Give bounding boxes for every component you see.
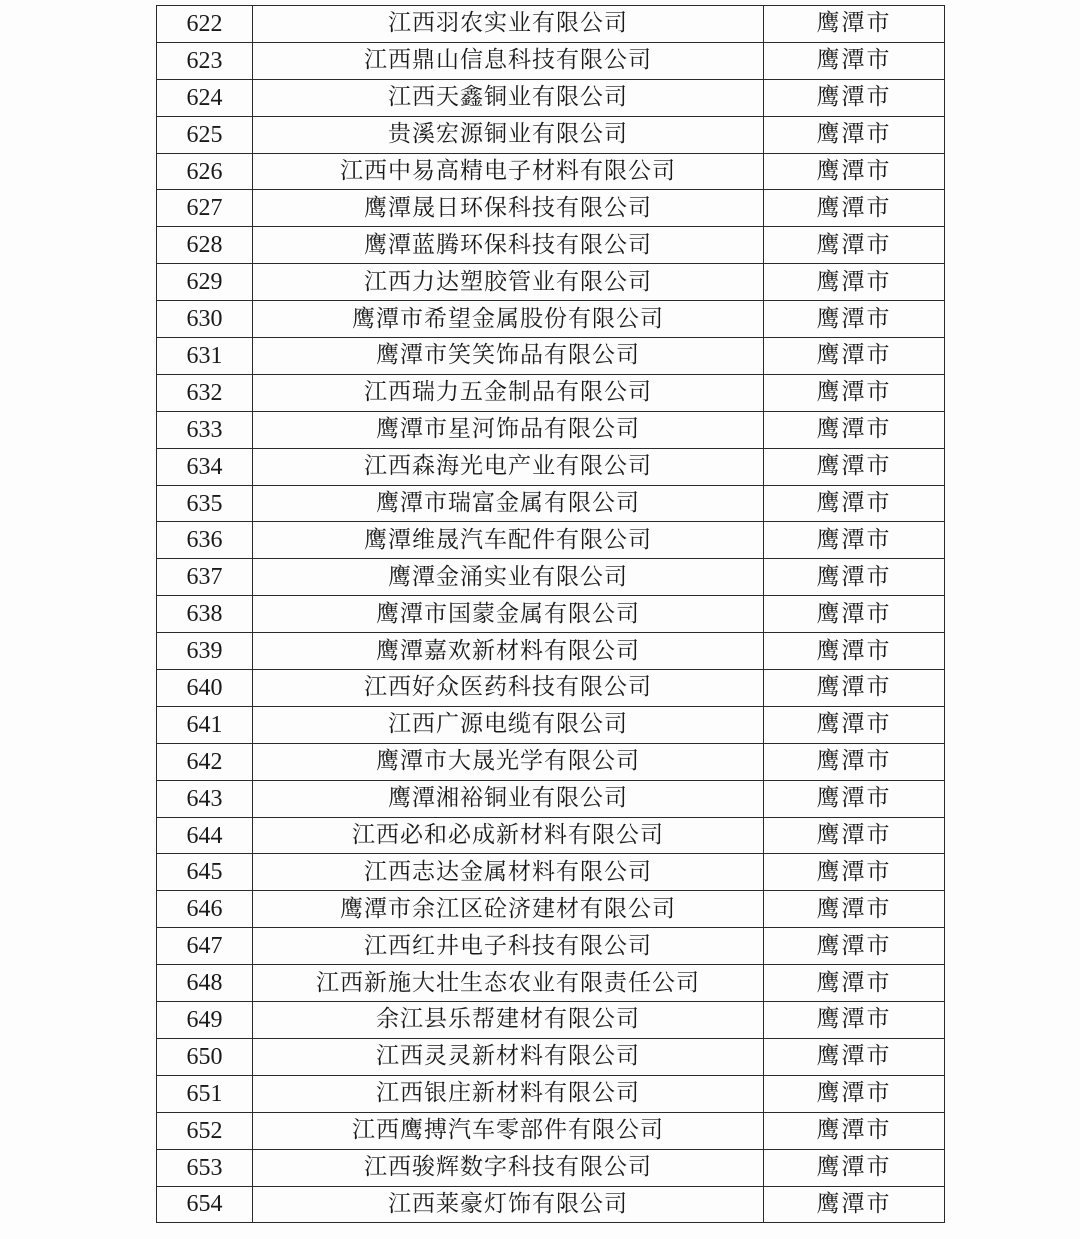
company-name: 余江县乐帮建材有限公司 — [253, 1002, 764, 1039]
table-row — [157, 670, 945, 707]
table-row — [157, 485, 945, 522]
table-row — [157, 780, 945, 817]
city-name: 鹰潭市 — [764, 116, 945, 153]
company-name: 江西中易高精电子材料有限公司 — [253, 153, 764, 190]
row-number: 643 — [157, 780, 253, 817]
table-row — [157, 854, 945, 891]
row-number: 641 — [157, 706, 253, 743]
table-row — [157, 1038, 945, 1075]
row-number: 632 — [157, 374, 253, 411]
table-row — [157, 301, 945, 338]
table-row — [157, 374, 945, 411]
company-name: 鹰潭市大晟光学有限公司 — [253, 743, 764, 780]
city-name: 鹰潭市 — [764, 301, 945, 338]
city-name: 鹰潭市 — [764, 190, 945, 227]
city-name: 鹰潭市 — [764, 153, 945, 190]
city-name: 鹰潭市 — [764, 706, 945, 743]
city-name: 鹰潭市 — [764, 670, 945, 707]
table-row — [157, 1112, 945, 1149]
company-name: 江西志达金属材料有限公司 — [253, 854, 764, 891]
city-name: 鹰潭市 — [764, 891, 945, 928]
company-name: 江西银庄新材料有限公司 — [253, 1075, 764, 1112]
city-name: 鹰潭市 — [764, 485, 945, 522]
company-name: 江西红井电子科技有限公司 — [253, 928, 764, 965]
company-name: 鹰潭市余江区砼济建材有限公司 — [253, 891, 764, 928]
row-number: 631 — [157, 338, 253, 375]
city-name: 鹰潭市 — [764, 780, 945, 817]
company-name: 鹰潭蓝腾环保科技有限公司 — [253, 227, 764, 264]
city-name: 鹰潭市 — [764, 338, 945, 375]
table-row — [157, 116, 945, 153]
row-number: 636 — [157, 522, 253, 559]
table-row — [157, 42, 945, 79]
row-number: 634 — [157, 448, 253, 485]
city-name: 鹰潭市 — [764, 6, 945, 43]
company-name: 江西羽农实业有限公司 — [253, 6, 764, 43]
table-row — [157, 1186, 945, 1223]
company-name: 江西莱豪灯饰有限公司 — [253, 1186, 764, 1223]
company-name: 江西鼎山信息科技有限公司 — [253, 42, 764, 79]
company-name: 鹰潭晟日环保科技有限公司 — [253, 190, 764, 227]
company-name: 江西好众医药科技有限公司 — [253, 670, 764, 707]
row-number: 627 — [157, 190, 253, 227]
company-name: 江西力达塑胶管业有限公司 — [253, 264, 764, 301]
table-row — [157, 190, 945, 227]
company-name: 江西天鑫铜业有限公司 — [253, 79, 764, 116]
company-list-body — [157, 6, 945, 1223]
city-name: 鹰潭市 — [764, 1002, 945, 1039]
row-number: 653 — [157, 1149, 253, 1186]
city-name: 鹰潭市 — [764, 559, 945, 596]
company-list-table — [156, 5, 945, 1223]
table-row — [157, 411, 945, 448]
table-row — [157, 79, 945, 116]
row-number: 638 — [157, 596, 253, 633]
row-number: 623 — [157, 42, 253, 79]
row-number: 647 — [157, 928, 253, 965]
city-name: 鹰潭市 — [764, 1112, 945, 1149]
city-name: 鹰潭市 — [764, 448, 945, 485]
row-number: 622 — [157, 6, 253, 43]
company-name: 江西森海光电产业有限公司 — [253, 448, 764, 485]
table-row — [157, 522, 945, 559]
company-name: 江西鹰搏汽车零部件有限公司 — [253, 1112, 764, 1149]
company-name: 贵溪宏源铜业有限公司 — [253, 116, 764, 153]
row-number: 649 — [157, 1002, 253, 1039]
city-name: 鹰潭市 — [764, 1075, 945, 1112]
city-name: 鹰潭市 — [764, 743, 945, 780]
row-number: 628 — [157, 227, 253, 264]
city-name: 鹰潭市 — [764, 42, 945, 79]
row-number: 654 — [157, 1186, 253, 1223]
table-row — [157, 633, 945, 670]
company-name: 江西骏辉数字科技有限公司 — [253, 1149, 764, 1186]
company-name: 江西灵灵新材料有限公司 — [253, 1038, 764, 1075]
row-number: 640 — [157, 670, 253, 707]
table-row — [157, 448, 945, 485]
row-number: 651 — [157, 1075, 253, 1112]
city-name: 鹰潭市 — [764, 854, 945, 891]
row-number: 629 — [157, 264, 253, 301]
company-name: 鹰潭市瑞富金属有限公司 — [253, 485, 764, 522]
city-name: 鹰潭市 — [764, 817, 945, 854]
table-row — [157, 596, 945, 633]
table-row — [157, 338, 945, 375]
company-name: 鹰潭金涌实业有限公司 — [253, 559, 764, 596]
city-name: 鹰潭市 — [764, 411, 945, 448]
table-row — [157, 928, 945, 965]
table-row — [157, 1075, 945, 1112]
city-name: 鹰潭市 — [764, 928, 945, 965]
table-row — [157, 227, 945, 264]
city-name: 鹰潭市 — [764, 227, 945, 264]
city-name: 鹰潭市 — [764, 1038, 945, 1075]
company-name: 江西瑞力五金制品有限公司 — [253, 374, 764, 411]
row-number: 644 — [157, 817, 253, 854]
table-row — [157, 264, 945, 301]
city-name: 鹰潭市 — [764, 965, 945, 1002]
company-name: 鹰潭嘉欢新材料有限公司 — [253, 633, 764, 670]
row-number: 624 — [157, 79, 253, 116]
table-row — [157, 743, 945, 780]
city-name: 鹰潭市 — [764, 79, 945, 116]
city-name: 鹰潭市 — [764, 522, 945, 559]
table-row — [157, 1149, 945, 1186]
table-row — [157, 706, 945, 743]
row-number: 648 — [157, 965, 253, 1002]
city-name: 鹰潭市 — [764, 374, 945, 411]
company-name: 鹰潭市国蒙金属有限公司 — [253, 596, 764, 633]
row-number: 646 — [157, 891, 253, 928]
row-number: 652 — [157, 1112, 253, 1149]
table-row — [157, 6, 945, 43]
company-name: 鹰潭湘裕铜业有限公司 — [253, 780, 764, 817]
row-number: 645 — [157, 854, 253, 891]
table-row — [157, 965, 945, 1002]
row-number: 625 — [157, 116, 253, 153]
company-name: 鹰潭市星河饰品有限公司 — [253, 411, 764, 448]
row-number: 639 — [157, 633, 253, 670]
table-row — [157, 559, 945, 596]
table-row — [157, 891, 945, 928]
city-name: 鹰潭市 — [764, 1149, 945, 1186]
company-name: 鹰潭维晟汽车配件有限公司 — [253, 522, 764, 559]
row-number: 642 — [157, 743, 253, 780]
row-number: 650 — [157, 1038, 253, 1075]
company-name: 江西新施大壮生态农业有限责任公司 — [253, 965, 764, 1002]
city-name: 鹰潭市 — [764, 1186, 945, 1223]
table-row — [157, 817, 945, 854]
city-name: 鹰潭市 — [764, 264, 945, 301]
city-name: 鹰潭市 — [764, 596, 945, 633]
company-name: 鹰潭市笑笑饰品有限公司 — [253, 338, 764, 375]
company-name: 江西必和必成新材料有限公司 — [253, 817, 764, 854]
row-number: 626 — [157, 153, 253, 190]
table-row — [157, 153, 945, 190]
company-name: 江西广源电缆有限公司 — [253, 706, 764, 743]
company-name: 鹰潭市希望金属股份有限公司 — [253, 301, 764, 338]
row-number: 635 — [157, 485, 253, 522]
city-name: 鹰潭市 — [764, 633, 945, 670]
row-number: 637 — [157, 559, 253, 596]
table-row — [157, 1002, 945, 1039]
row-number: 633 — [157, 411, 253, 448]
row-number: 630 — [157, 301, 253, 338]
